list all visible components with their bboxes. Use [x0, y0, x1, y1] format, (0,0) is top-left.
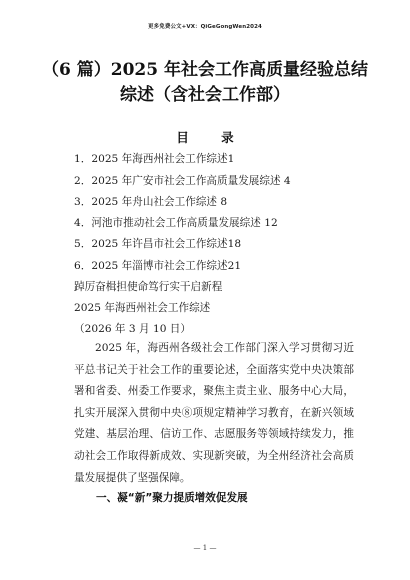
- article-title: 2025 年海西州社会工作综述: [74, 302, 211, 314]
- motto-line: 踔厉奋楫担使命笃行实干启新程: [74, 281, 223, 293]
- article-date: （2026 年 3 月 10 日）: [74, 323, 191, 335]
- toc-heading: 目 录: [176, 130, 248, 145]
- section-heading: 一、凝“新”聚力提质增效促发展: [96, 492, 248, 504]
- document-title-line-2: 综述（含社会工作部）: [120, 85, 290, 105]
- toc-item-6[interactable]: 6．2025 年淄博市社会工作综述21: [74, 260, 242, 272]
- document-title-line-1: （6 篇）2025 年社会工作高质量经验总结: [42, 60, 368, 80]
- toc-item-1[interactable]: 1．2025 年海西州社会工作综述1: [74, 153, 235, 165]
- toc-item-5[interactable]: 5．2025 年许昌市社会工作综述18: [74, 238, 242, 250]
- toc-item-3[interactable]: 3．2025 年舟山社会工作综述 8: [74, 196, 228, 208]
- body-paragraph: 2025 年，海西州各级社会工作部门深入学习贯彻习近平总书记关于社会工作的重要论述，全面落实党中央决策部署和省委、州委工作要求，聚焦主责主业、服务中心大局，扎实开展深入贯彻中央⑧项规定精神学习教育，在新兴领域党建、基层治理、信访工作、志愿服务等领域持续发力，推动社会工作取得新成效、实现新突破，为全州经济社会高质量发展提供了坚强保障。: [74, 342, 354, 484]
- toc-item-4[interactable]: 4．河池市推动社会工作高质量发展综述 12: [74, 217, 278, 229]
- top-banner: 更多免费公文+VX：QiGeGongWen2024: [148, 24, 262, 30]
- page-number: — 1 —: [193, 544, 217, 552]
- toc-item-2[interactable]: 2．2025 年广安市社会工作高质量发展综述 4: [74, 175, 291, 187]
